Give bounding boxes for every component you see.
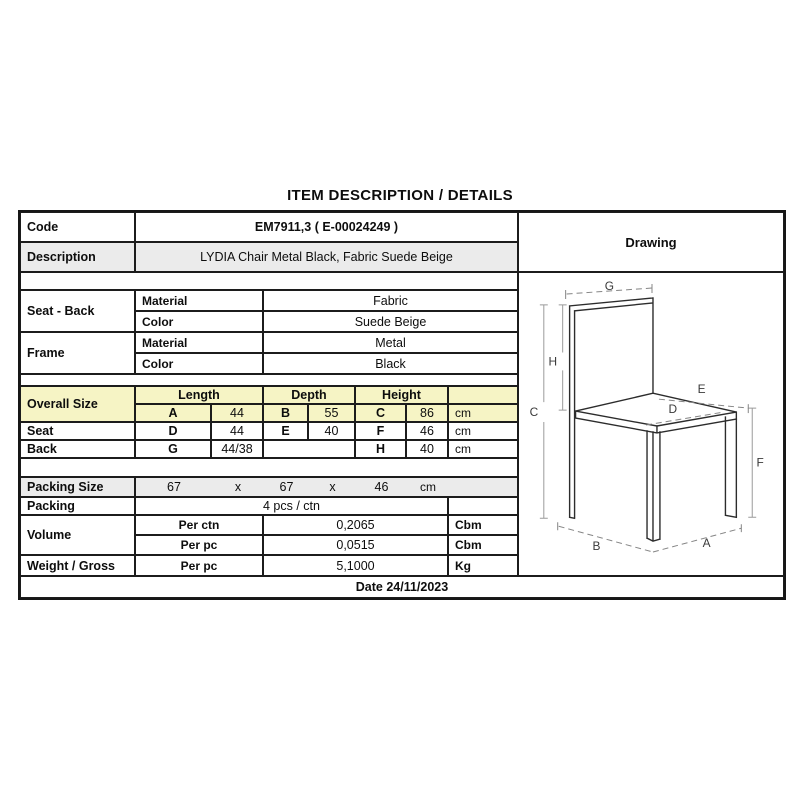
frame-color-label: Color: [135, 353, 263, 374]
seat-height-key: F: [355, 422, 406, 440]
back-row-label: Back: [20, 440, 135, 458]
packing-size-label: Packing Size: [20, 477, 135, 497]
frame-color-value: Black: [263, 353, 518, 374]
packing-size-values: [136, 478, 449, 496]
description-label: Description: [20, 242, 135, 272]
frame-label: Frame: [20, 332, 135, 374]
spacer-row: [20, 272, 518, 290]
back-height-value: 40: [406, 440, 448, 458]
packing-empty-cell: [448, 497, 518, 515]
seat-back-color-label: Color: [135, 311, 263, 332]
seat-length-value: 44: [211, 422, 263, 440]
seat-back-label: Seat - Back: [20, 290, 135, 332]
packing-size-dim3: 46: [374, 480, 389, 494]
date-row: Date 24/11/2023: [20, 576, 784, 598]
packing-size-dim2: 67: [279, 480, 294, 494]
depth-header: Depth: [263, 386, 355, 404]
overall-unit: cm: [448, 404, 518, 422]
back-depth-empty: [263, 440, 355, 458]
drawing-header: Drawing: [518, 212, 784, 272]
packing-value: 4 pcs / ctn: [135, 497, 448, 515]
header-empty-cell: [448, 386, 518, 404]
dim-label-g: G: [604, 279, 614, 294]
packing-size-dim1: 67: [167, 480, 181, 494]
back-length-value: 44/38: [211, 440, 263, 458]
back-unit: cm: [448, 440, 518, 458]
code-label: Code: [20, 212, 135, 242]
overall-depth-value: 55: [308, 404, 355, 422]
spacer-row: [20, 458, 518, 477]
weight-value: 5,1000: [263, 555, 448, 576]
weight-label: Weight / Gross: [20, 555, 135, 576]
volume-per-pc-value: 0,0515: [263, 535, 448, 555]
dim-label-c: C: [529, 405, 539, 420]
frame-material-value: Metal: [263, 332, 518, 353]
overall-depth-key: B: [263, 404, 308, 422]
back-height-key: H: [355, 440, 406, 458]
overall-height-value: 86: [406, 404, 448, 422]
drawing-cell: [518, 272, 784, 576]
back-length-key: G: [135, 440, 211, 458]
volume-per-ctn-value: 0,2065: [263, 515, 448, 535]
seat-back-material-label: Material: [135, 290, 263, 311]
seat-length-key: D: [135, 422, 211, 440]
seat-row-label: Seat: [20, 422, 135, 440]
dim-label-b: B: [592, 539, 601, 554]
chair-drawing: [519, 273, 783, 575]
overall-height-key: C: [355, 404, 406, 422]
seat-depth-key: E: [263, 422, 308, 440]
chair-outline: [570, 298, 737, 541]
volume-per-pc-unit: Cbm: [448, 535, 518, 555]
code-value: EM7911,3 ( E-00024249 ): [135, 212, 518, 242]
dim-label-e: E: [697, 382, 706, 397]
spec-table: [20, 212, 784, 598]
dim-label-d: D: [668, 402, 678, 417]
packing-size-unit: cm: [420, 480, 436, 494]
overall-size-label: Overall Size: [20, 386, 135, 422]
volume-per-ctn-label: Per ctn: [135, 515, 263, 535]
page-title: ITEM DESCRIPTION / DETAILS: [287, 187, 513, 204]
volume-per-ctn-unit: Cbm: [448, 515, 518, 535]
spacer-row: [20, 374, 518, 386]
packing-label: Packing: [20, 497, 135, 515]
length-header: Length: [135, 386, 263, 404]
frame-material-label: Material: [135, 332, 263, 353]
seat-back-color-value: Suede Beige: [263, 311, 518, 332]
dim-label-h: H: [548, 354, 558, 369]
description-value: LYDIA Chair Metal Black, Fabric Suede Beige: [135, 242, 518, 272]
seat-unit: cm: [448, 422, 518, 440]
seat-back-material-value: Fabric: [263, 290, 518, 311]
dim-label-a: A: [702, 536, 711, 551]
overall-length-value: 44: [211, 404, 263, 422]
weight-unit: Kg: [448, 555, 518, 576]
overall-length-key: A: [135, 404, 211, 422]
weight-per-pc-label: Per pc: [135, 555, 263, 576]
volume-per-pc-label: Per pc: [135, 535, 263, 555]
seat-depth-value: 40: [308, 422, 355, 440]
packing-size-sep2: x: [329, 480, 336, 494]
volume-label: Volume: [20, 515, 135, 555]
height-header: Height: [355, 386, 448, 404]
seat-height-value: 46: [406, 422, 448, 440]
dim-label-f: F: [756, 455, 764, 470]
packing-size-value: [135, 477, 518, 497]
packing-size-sep1: x: [234, 480, 242, 494]
